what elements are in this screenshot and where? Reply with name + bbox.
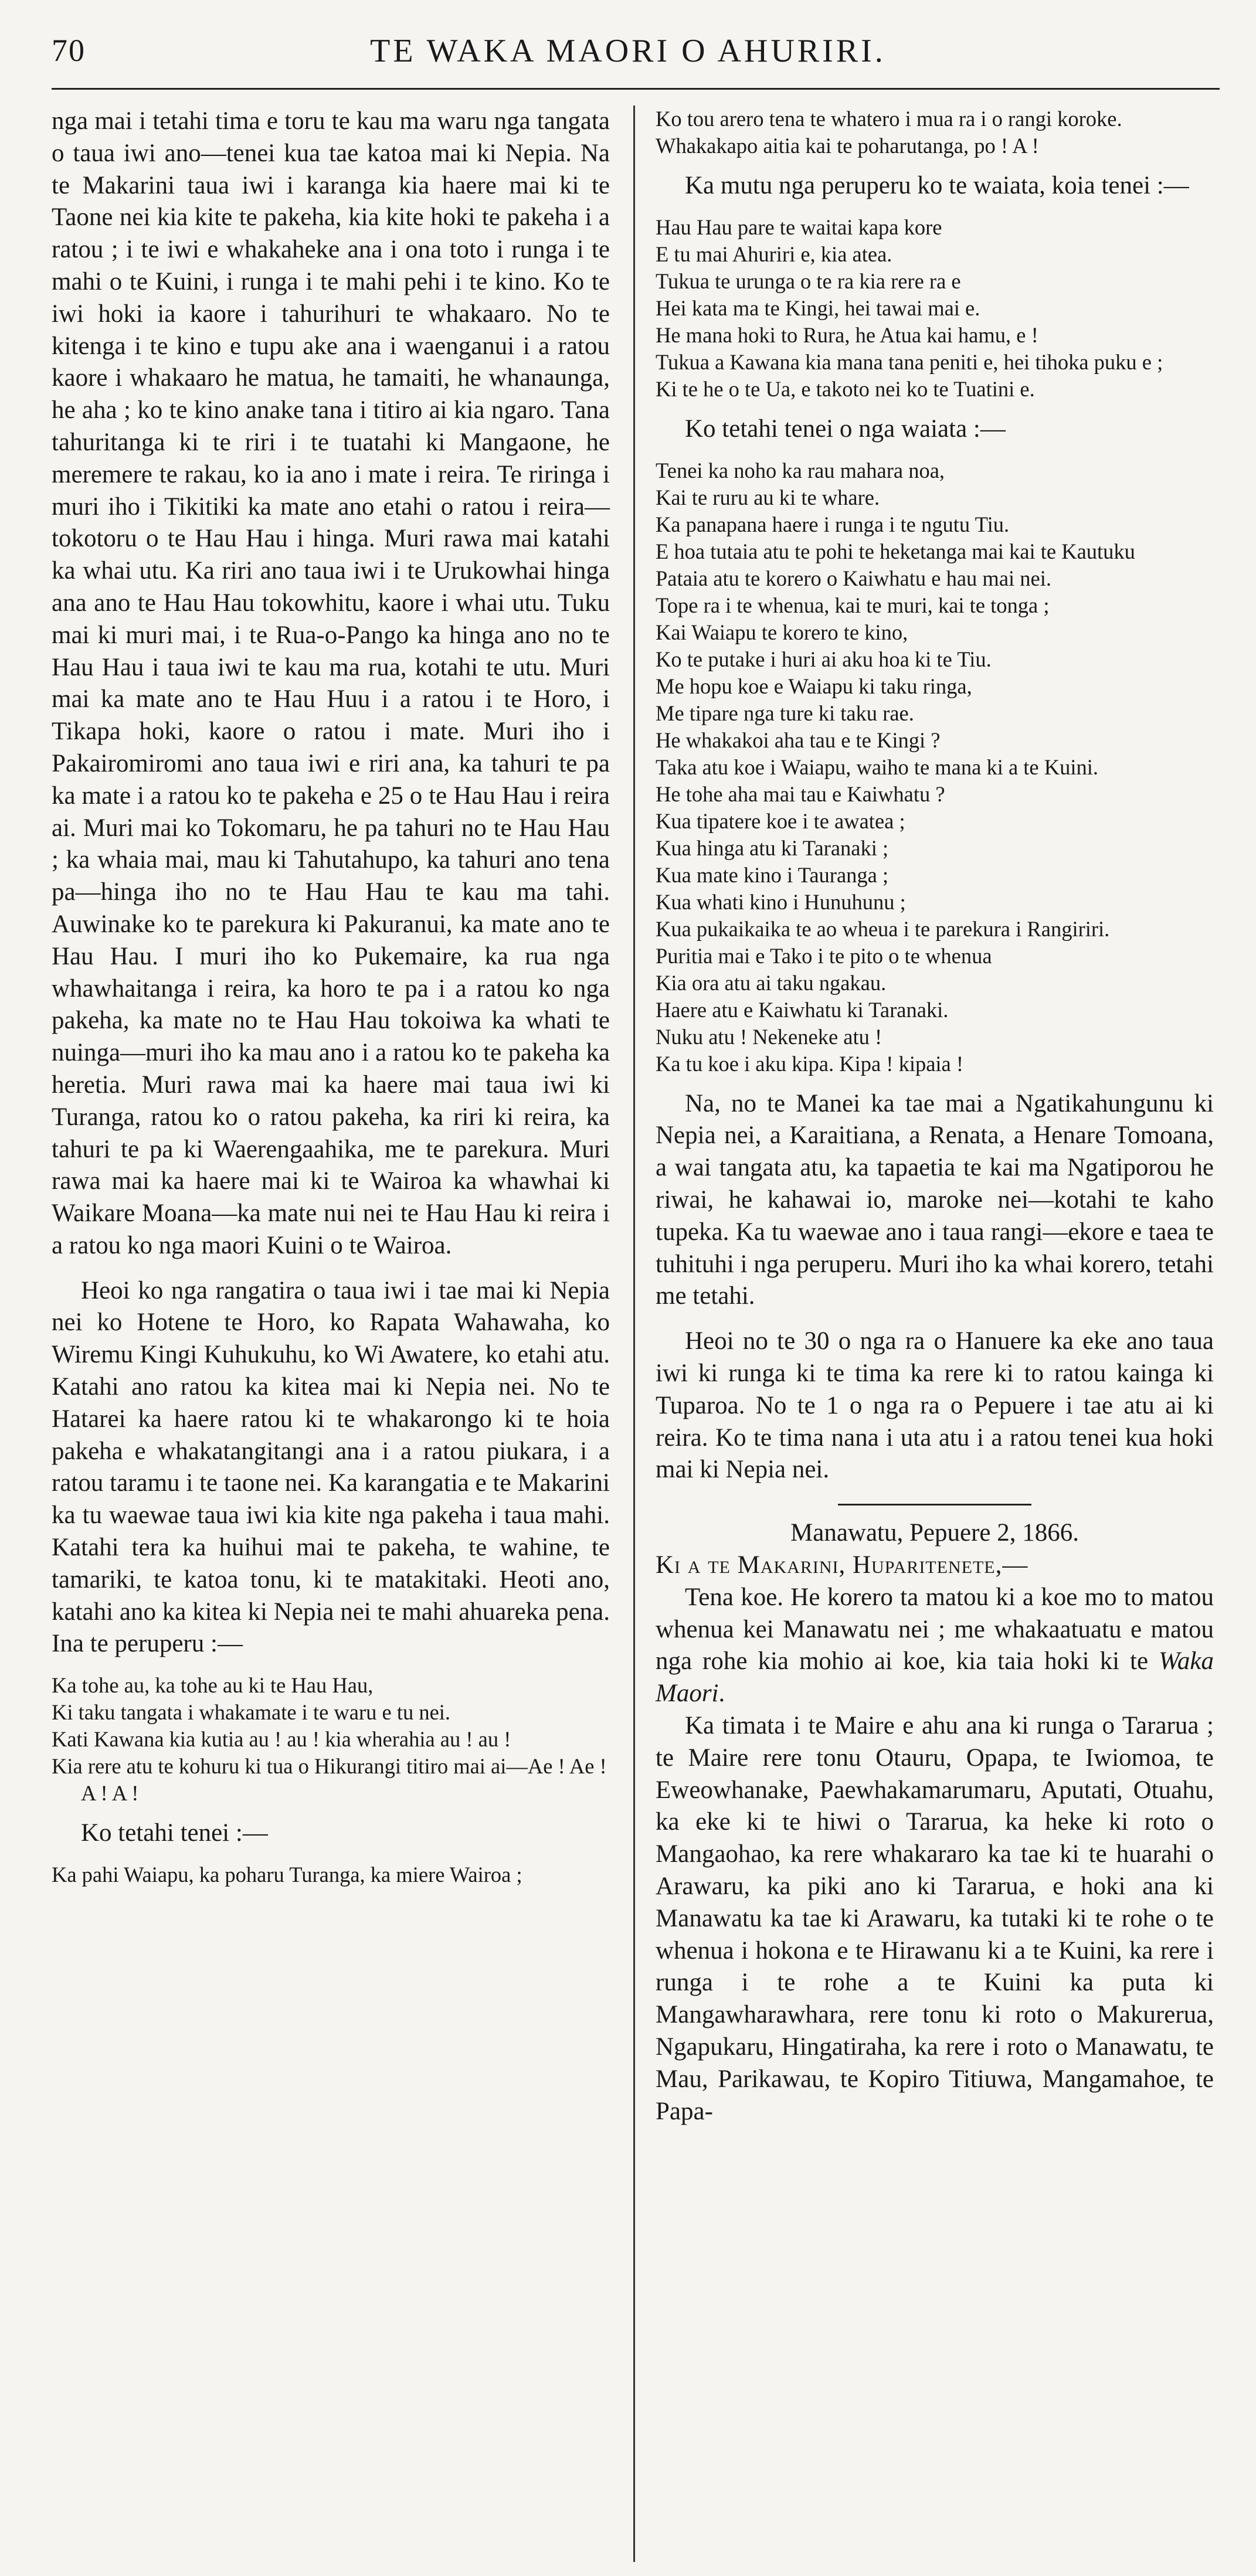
- verse-line: Ki taku tangata i whakamate i te waru e tu nei.: [52, 1700, 451, 1725]
- right-column: [656, 106, 1214, 2128]
- verse-line: E tu mai Ahuriri e, kia atea.: [656, 242, 892, 266]
- verse-line: Kia rere atu te kohuru ki tua o Hikurangi titiro mai ai—Ae ! Ae ! A ! A !: [52, 1754, 607, 1806]
- page-header: [0, 0, 1256, 88]
- waiata-intro-2: Ko tetahi tenei o nga waiata :—: [685, 414, 1006, 443]
- verse-line: Kai te ruru au ki te whare.: [656, 485, 880, 509]
- section-rule: [838, 1504, 1031, 1506]
- letter-salutation: Ki a te Makarini, Huparitenete,—: [656, 1551, 1028, 1579]
- letter-paragraph-1-text: Tena koe. He korero ta matou ki a koe mo to matou whenua kei Manawatu nei ; me whakaatuatu e matou nga rohe kia mohio ai koe, kia taia hoki ki te: [656, 1583, 1214, 1676]
- verse-line: Ki te he o te Ua, e takoto nei ko te Tuatini e.: [656, 376, 1035, 401]
- verse-line: E hoa tutaia atu te pohi te heketanga mai kai te Kautuku: [656, 539, 1135, 563]
- verse-line: Tukua a Kawana kia mana tana peniti e, hei tihoka puku e ;: [656, 349, 1163, 374]
- verse-line: Haere atu e Kaiwhatu ki Taranaki.: [656, 997, 949, 1022]
- verse-line: Puritia mai e Tako i te pito o te whenua: [656, 943, 992, 968]
- newspaper-name: Waka Maori: [656, 1647, 1214, 1708]
- verse-line: Nuku atu ! Nekeneke atu !: [656, 1024, 882, 1049]
- verse-line: Kua tipatere koe i te awatea ;: [656, 808, 905, 833]
- verse-line: Ko tou arero tena te whatero i mua ra i o rangi koroke.: [656, 107, 1122, 131]
- verse-line: Kua whati kino i Hunuhunu ;: [656, 889, 906, 914]
- waiata-verse-2: [656, 457, 1214, 1078]
- verse-line: He tohe aha mai tau e Kaiwhatu ?: [656, 781, 945, 806]
- verse-line: Ka tu koe i aku kipa. Kipa ! kipaia !: [656, 1051, 964, 1076]
- verse-line: Whakakapo aitia kai te poharutanga, po ! A !: [656, 134, 1039, 158]
- page-number: 70: [52, 33, 86, 68]
- paragraph-departure: Heoi no te 30 o nga ra o Hanuere ka eke ano taua iwi ki runga ki te tima ka rere ki to ratou kainga ki Tuparoa. No te 1 o nga ra o Pepuere i tae atu ai ki reira. Ko te tima nana i uta atu i a ratou tenei kua hoki mai ki Nepia nei.: [656, 1327, 1214, 1484]
- verse-line: Kia ora atu ai taku ngakau.: [656, 970, 887, 995]
- waiata-intro: Ka mutu nga peruperu ko te waiata, koia tenei :—: [685, 172, 1189, 199]
- verse-line: Taka atu koe i Waiapu, waiho te mana ki a te Kuini.: [656, 755, 1099, 779]
- verse-intro: Ko tetahi tenei :—: [81, 1819, 268, 1847]
- verse-line: Hei kata ma te Kingi, hei tawai mai e.: [656, 295, 980, 320]
- peruperu-verse-2-continued: [656, 106, 1214, 159]
- header-rule: [52, 88, 1220, 90]
- left-column: [52, 106, 610, 1899]
- verse-line: Ka panapana haere i runga i te ngutu Tiu.: [656, 512, 1010, 536]
- letter-paragraph-2: Ka timata i te Maire e ahu ana ki runga o Tararua ; te Maire rere tonu Otauru, Opapa, te Iwiomoa, te Eweowhanake, Paewhakamarumaru, Aputati, Otuahu, ka eke ki te hiwi o Tararua, ka heke ki roto o Mangaohao, ka rere whakararo ka tae ki te huarahi o Arawaru, ka piki ano ki Tararua, e hoki ana ki Manawatu ka tae ki Arawaru, ka tutaki ki te rohe o te whenua i hokona e te Hirawanu ki a te Kuini, ka rere i runga i te rohe a te Kuini ka puta ki Mangawharawhara, rere tonu ki roto o Makurerua, Ngapukaru, Hingatiraha, ka rere i roto o Manawatu, te Mau, Parikawau, te Kopiro Titiuwa, Mangamahoe, te Papa-: [656, 1711, 1214, 2125]
- waiata-verse: [656, 214, 1214, 403]
- verse-line: Kai Waiapu te korero te kino,: [656, 620, 908, 644]
- verse-line: Tope ra i te whenua, kai te muri, kai te tonga ;: [656, 593, 1050, 617]
- verse-line: Kua pukaikaika te ao wheua i te parekura i Rangiriri.: [656, 916, 1110, 941]
- verse-line: He mana hoki to Rura, he Atua kai hamu, e !: [656, 322, 1038, 347]
- verse-line: Pataia atu te korero o Kaiwhatu e hau mai nei.: [656, 566, 1052, 590]
- verse-line: Kua hinga atu ki Taranaki ;: [656, 835, 889, 860]
- verse-line: Ka tohe au, ka tohe au ki te Hau Hau,: [52, 1673, 374, 1698]
- verse-line: Tukua te urunga o te ra kia rere ra e: [656, 269, 961, 293]
- letter-dateline: Manawatu, Pepuere 2, 1866.: [790, 1519, 1079, 1547]
- verse-line: Kua mate kino i Tauranga ;: [656, 862, 889, 887]
- verse-line: Ka pahi Waiapu, ka poharu Turanga, ka miere Wairoa ;: [52, 1863, 522, 1887]
- verse-line: Tenei ka noho ka rau mahara noa,: [656, 458, 945, 482]
- paragraph-ngatikahungunu: Na, no te Manei ka tae mai a Ngatikahungunu ki Nepia nei, a Karaitiana, a Renata, a Henare Tomoana, a wai tangata atu, ka tapaetia te kai ma Ngatiporou he riwai, he kahawai io, maroke nei—kotahi te kaho tupeka. Ka tu waewae ano i taua rangi—ekore e taea te tuhituhi i nga peruperu. Muri iho ka whai korero, tetahi me tetahi.: [656, 1089, 1214, 1310]
- paragraph-continuation: nga mai i tetahi tima e toru te kau ma waru nga tangata o taua iwi ano—tenei kua tae katoa mai ki Nepia. Na te Makarini taua iwi i karanga kia haere mai ki te Taone nei kia kite te pakeha, kia kite hoki te pakeha i a ratou ; i te iwi e whakaheke ana i ona toto i runga i te mahi o te Kuini, i runga i te mahi pehi i te kino. Ko te iwi hoki ia kaore i tahurihuri te whakaaro. No te kitenga i te kino e tupu ake ana i waenganui i a ratou kaore i whakaaro he matua, he tamaiti, he whanaunga, he aha ; ko te kino anake tana i titiro ai kia ngaro. Tana tahuritanga ki te riri i te tuatahi ki Mangaone, he meremere te rakau, ko ia ano i mate i reira. Te riringa i muri iho i Tikitiki ka mate ano etahi o ratou i reira—tokotoru o te Hau Hau i hinga. Muri rawa mai katahi ka whai utu. Ka riri ano taua iwi i te Urukowhai hinga ana ano te Hau Hau tokowhitu, kaore i whai utu. Tuku mai ki muri mai, i te Rua-o-Pango ka hinga ano no te Hau Hau i taua iwi te kau ma rua, kotahi te utu. Muri mai ka mate ano te Hau Huu i a ratou i te Horo, i Tikapa hoki, kaore o ratou i mate. Muri iho i Pakairomiromi ano taua iwi e riri ana, ka tahuri te pa ka mate i a ratou ko te pakeha e 25 o te Hau Hau i reira ai. Muri mai ko Tokomaru, he pa tahuri no te Hau Hau ; ka whaia mai, mau ki Tahutahupo, ka tahuri ano tena pa—hinga iho no te Hau Hau te kau ma tahi. Auwinake ko te parekura ki Pakuranui, ka mate ano te Hau Hau. I muri iho ko Pukemaire, ka rua nga whawhaitanga i reira, ka horo te pa i a ratou ko nga pakeha, ka mate no te Hau Hau tokoiwa ka whati te nuinga—muri iho ka mau ano i a ratou ko te pakeha ka heretia. Muri rawa mai ka haere mai taua iwi ki Turanga, ratou ko o ratou pakeha, ka riri ki reira, ka tahuri te pa ki Waerengaahika, me te parekura. Muri rawa mai ka haere mai ki te Wairoa ka whawhai ki Waikare Moana—ka mate nui nei te Hau Hau ki reira i a ratou ko nga maori Kuini o te Wairoa.: [52, 107, 610, 1259]
- verse-line: He whakakoi aha tau e te Kingi ?: [656, 728, 941, 752]
- verse-line: Ko te putake i huri ai aku hoa ki te Tiu.: [656, 647, 992, 671]
- verse-line: Me hopu koe e Waiapu ki taku ringa,: [656, 674, 972, 698]
- verse-line: Hau Hau pare te waitai kapa kore: [656, 215, 942, 239]
- verse-line: Me tipare nga ture ki taku rae.: [656, 701, 914, 725]
- running-title: TE WAKA MAORI O AHURIRI.: [370, 33, 886, 69]
- column-divider: [633, 106, 635, 2562]
- letter-paragraph-1-end: .: [718, 1680, 725, 1708]
- verse-line: Kati Kawana kia kutia au ! au ! kia wherahia au ! au !: [52, 1727, 511, 1752]
- peruperu-verse-2: [52, 1861, 610, 1888]
- paragraph-rangatira: Heoi ko nga rangatira o taua iwi i tae mai ki Nepia nei ko Hotene te Horo, ko Rapata Wahawaha, ko Wiremu Kingi Kuhukuhu, ko Wi Awatere, ko etahi atu. Katahi ano ratou ka kitea mai ki Nepia nei. No te Hatarei ka haere ratou ki te whakarongo ki te hoia pakeha e whakatangitangi ana i a ratou piukara, i a ratou taramu i te taone nei. Ka karangatia e te Makarini ka tu waewae taua iwi kia kite nga pakeha i taua mahi. Katahi tera ka huihui mai te pakeha, te wahine, te tamariki, te katoa tonu, ki te matakitaki. Heoti ano, katahi ano ka kitea ki Nepia nei te mahi ahuareka pena. Ina te peruperu :—: [52, 1276, 610, 1658]
- peruperu-verse: [52, 1672, 610, 1807]
- letter-paragraph-1: [656, 1582, 1214, 1710]
